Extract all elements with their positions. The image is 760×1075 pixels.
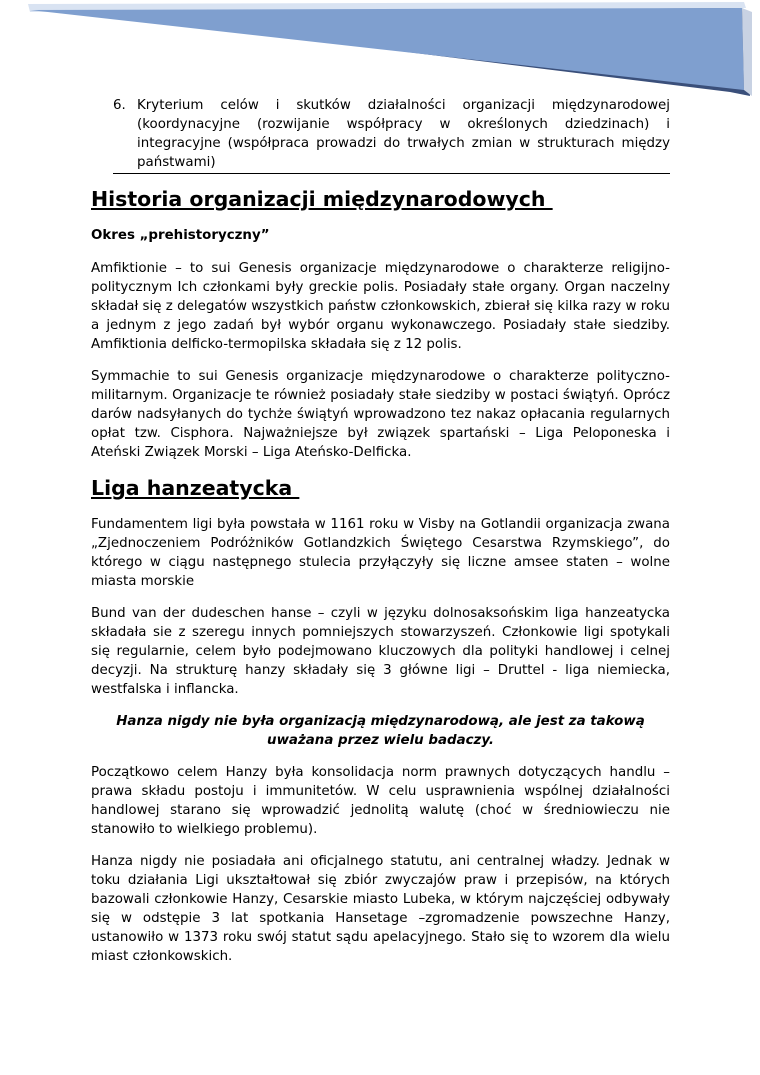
- section-title-history: Historia organizacji międzynarodowych: [91, 187, 553, 211]
- paragraph-symmachie: Symmachie to sui Genesis organizacje międzynarodowe o charakterze polityczno-militarnym. Organizacje te również posiadały stałe siedziby w postaci świątyń. Oprócz darów nadsyłanych do tychże świątyń wprowadzono tez nakaz opłacania regularnych opłat tzw. Cisphora. Najważniejsze był związek spartański – Liga Peloponeska i Ateński Związek Morski – Liga Ateńsko-Delficka.: [91, 369, 670, 460]
- list-text: Kryterium celów i skutków działalności organizacji międzynarodowej (koordynacyjne (rozwijanie współpracy w określonych dziedzinach) i integracyjne (współpraca prowadzi do trwałych zmian w strukturach między państwami): [137, 98, 670, 170]
- paragraph-statut: Hanza nigdy nie posiadała ani oficjalnego statutu, ani centralnej władzy. Jednak w toku działania Ligi ukształtował się zbiór zwyczajów praw i przepisów, na których bazowali członkowie Hanzy, Cesarskie miasto Lubeka, w którym najczęściej odbywały się w odstępie 3 lat spotkania Hansetage –zgromadzenie powszechne Hanzy, ustanowiło w 1373 roku swój statut sądu apelacyjnego. Stało się to wzorem dla wielu miast członkowskich.: [91, 854, 670, 964]
- list-item: [113, 96, 670, 174]
- section-title-hanza: Liga hanzeatycka: [91, 476, 300, 500]
- document-body: [91, 96, 670, 979]
- paragraph-amfiktionie: Amfiktionie – to sui Genesis organizacje międzynarodowe o charakterze religijno-politycznym Ich członkami były greckie polis. Posiadały stałe organy. Organ naczelny składał się z delegatów wszystkich państw członkowskich, zbierał się kilka razy w roku a jednym z jego zadań był wybór organu wykonawczego. Posiadały stałe siedziby. Amfiktionia delficko-termopilska składała się z 12 polis.: [91, 261, 670, 352]
- subtitle-prehistoric: Okres „prehistoryczny”: [91, 228, 270, 243]
- paragraph-bund: Bund van der dudeschen hanse – czyli w języku dolnosaksońskim liga hanzeatycka składała sie z szeregu innych pomniejszych stowarzyszeń. Członkowie ligi spotykali się regularnie, celem było podejmowano kluczowych dla polityki handlowej i celnej decyzji. Na strukturę hanzy składały się 3 główne ligi – Druttel - liga niemiecka, westfalska i inflancka.: [91, 606, 670, 697]
- paragraph-fundament: Fundamentem ligi była powstała w 1161 roku w Visby na Gotlandii organizacja zwana „Zjednoczeniem Podróżników Gotlandzkich Świętego Cesarstwa Rzymskiego”, do którego w ciągu następnego stulecia przyłączyły się liczne amsee staten – wolne miasta morskie: [91, 517, 670, 589]
- header-banner: [0, 0, 760, 100]
- list-number: 6.: [113, 98, 126, 113]
- banner-fill: [30, 8, 744, 90]
- emphasis-statement: Hanza nigdy nie była organizacją międzynarodową, ale jest za takową uważana przez wielu badaczy.: [116, 714, 645, 748]
- paragraph-poczatkowo: Początkowo celem Hanzy była konsolidacja norm prawnych dotyczących handlu – prawa składu postoju i immunitetów. W celu usprawnienia wspólnej działalności handlowej starano się wprowadzić jednolitą walutę (choć w średniowieczu nie stanowiło to wielkiego problemu).: [91, 765, 670, 837]
